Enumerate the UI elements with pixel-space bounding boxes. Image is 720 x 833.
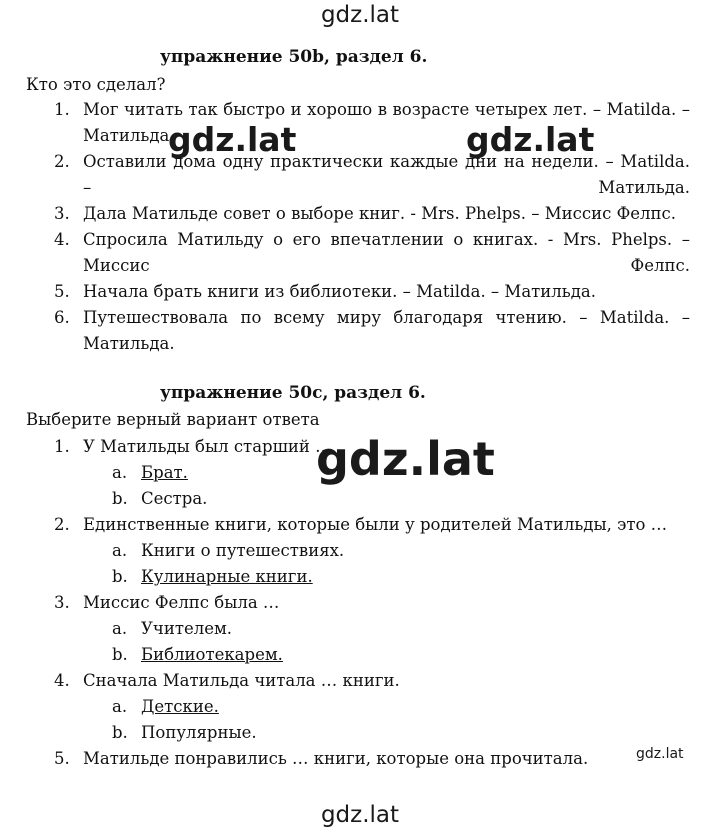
question-number: 2.	[54, 515, 70, 534]
option: Учителем.	[141, 619, 233, 638]
section-c-heading: упражнение 50c, раздел 6.	[160, 383, 426, 403]
list-item: Спросила Матильду о его впечатлении о книгах. - Mrs. Phelps. – Миссис Фелпс.	[83, 230, 690, 275]
option: Сестра.	[141, 489, 208, 508]
option: Книги о путешествиях.	[141, 541, 345, 560]
option-selected: Детские.	[141, 697, 219, 716]
option-letter: b.	[112, 567, 128, 586]
list-item: Мог читать так быстро и хорошо в возрасте четырех лет. – Matilda. – Матильда.	[83, 100, 690, 145]
option-letter: b.	[112, 645, 128, 664]
list-item-number: 3.	[54, 204, 70, 223]
section-c-intro: Выберите верный вариант ответа	[26, 410, 320, 429]
option-letter: a.	[112, 619, 128, 638]
section-b-heading: упражнение 50b, раздел 6.	[160, 47, 428, 67]
watermark-top: gdz.lat	[320, 2, 400, 28]
list-item: Путешествовала по всему миру благодаря чтению. – Matilda. – Матильда.	[83, 308, 690, 353]
list-item-number: 5.	[54, 282, 70, 301]
question-number: 5.	[54, 749, 70, 768]
list-item-number: 4.	[54, 230, 70, 249]
section-b-intro: Кто это сделал?	[26, 75, 166, 94]
option-letter: b.	[112, 489, 128, 508]
option-letter: a.	[112, 541, 128, 560]
question-text: Матильде понравились … книги, которые она прочитала.	[83, 749, 589, 768]
question-number: 3.	[54, 593, 70, 612]
watermark-overlay: gdz.lat	[168, 120, 297, 159]
question-number: 1.	[54, 437, 70, 456]
option: Популярные.	[141, 723, 257, 742]
watermark-small: gdz.lat	[636, 746, 684, 762]
list-item: Начала брать книги из библиотеки. – Matilda. – Матильда.	[83, 282, 596, 301]
option-selected: Библиотекарем.	[141, 645, 283, 664]
option-letter: a.	[112, 463, 128, 482]
question-text: У Матильды был старший …	[83, 437, 332, 456]
option-selected: Брат.	[141, 463, 188, 482]
list-item-number: 2.	[54, 152, 70, 171]
watermark-bottom: gdz.lat	[320, 802, 400, 828]
option-letter: a.	[112, 697, 128, 716]
question-text: Сначала Матильда читала … книги.	[83, 671, 400, 690]
list-item: Дала Матильде совет о выборе книг. - Mrs. Phelps. – Миссис Фелпс.	[83, 204, 677, 223]
question-text: Миссис Фелпс была …	[83, 593, 280, 612]
option-letter: b.	[112, 723, 128, 742]
list-item: Оставили дома одну практически каждые дни на недели. – Matilda. – Матильда.	[83, 152, 690, 197]
question-number: 4.	[54, 671, 70, 690]
question-text: Единственные книги, которые были у родителей Матильды, это …	[83, 515, 668, 534]
list-item-number: 6.	[54, 308, 70, 327]
watermark-overlay: gdz.lat	[466, 120, 595, 159]
list-item-number: 1.	[54, 100, 70, 119]
watermark-overlay: gdz.lat	[316, 432, 495, 486]
option-selected: Кулинарные книги.	[141, 567, 313, 586]
